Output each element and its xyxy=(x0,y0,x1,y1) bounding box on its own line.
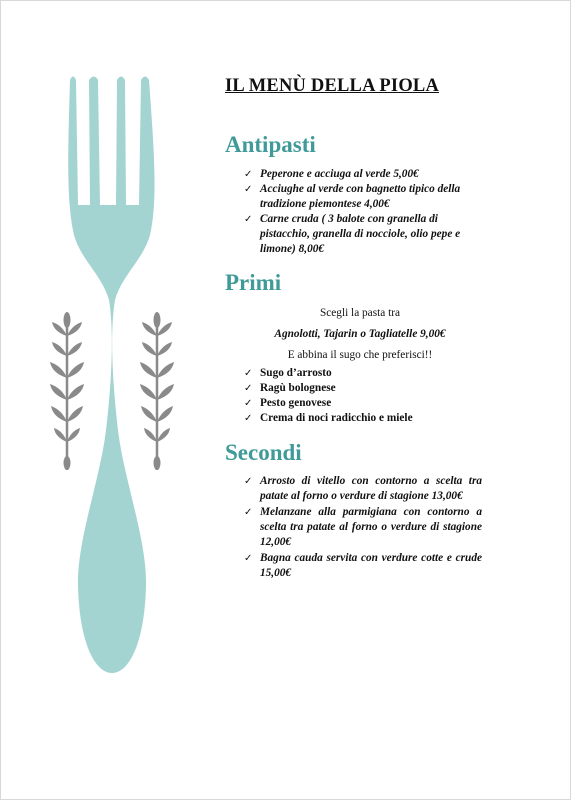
checkmark-icon: ✓ xyxy=(244,184,253,195)
secondi-list xyxy=(244,474,482,581)
checkmark-icon: ✓ xyxy=(244,476,253,487)
olive-branch-left-icon xyxy=(50,312,84,470)
section-heading-primi: Primi xyxy=(225,270,282,295)
checkmark-icon: ✓ xyxy=(244,413,253,424)
checkmark-icon: ✓ xyxy=(244,507,253,518)
checkmark-icon: ✓ xyxy=(244,214,253,225)
list-item: ✓ Carne cruda ( 3 balote con granella di pistacchio, granella di nocciole, olio pepe e limone) 8,00€ xyxy=(244,213,461,255)
list-item: ✓ Arrosto di vitello con contorno a scelta tra patate al forno o verdure di stagione 13,00€ xyxy=(244,475,482,502)
antipasti-list xyxy=(244,167,484,257)
list-item: ✓ Crema di noci radicchio e miele xyxy=(244,412,413,424)
checkmark-icon: ✓ xyxy=(244,383,253,394)
list-item: ✓ Bagna cauda servita con verdure cotte e crude 15,00€ xyxy=(244,552,482,579)
primi-sauce-list xyxy=(244,366,484,426)
primi-pasta-options: Agnolotti, Tajarin o Tagliatelle 9,00€ xyxy=(274,328,446,340)
checkmark-icon: ✓ xyxy=(244,398,253,409)
list-item: ✓ Sugo d’arrosto xyxy=(244,367,332,379)
primi-intro: Scegli la pasta tra xyxy=(320,307,400,319)
fork-icon xyxy=(68,77,154,674)
primi-sauce-intro: E abbina il sugo che preferisci!! xyxy=(287,349,433,361)
list-item: ✓ Acciughe al verde con bagnetto tipico della tradizione piemontese 4,00€ xyxy=(244,183,461,210)
checkmark-icon: ✓ xyxy=(244,169,253,180)
section-heading-secondi: Secondi xyxy=(225,440,302,465)
checkmark-icon: ✓ xyxy=(244,368,253,379)
list-item: ✓ Ragù bolognese xyxy=(244,382,336,394)
section-heading-antipasti: Antipasti xyxy=(225,132,316,157)
list-item: ✓ Melanzane alla parmigiana con contorno a scelta tra patate al forno o verdure di stagione 12,00€ xyxy=(244,506,482,548)
list-item: ✓ Pesto genovese xyxy=(244,397,332,409)
olive-branch-right-icon xyxy=(140,312,174,470)
list-item: ✓ Peperone e acciuga al verde 5,00€ xyxy=(244,168,419,180)
menu-title: IL MENÙ DELLA PIOLA xyxy=(225,76,440,96)
checkmark-icon: ✓ xyxy=(244,553,253,564)
